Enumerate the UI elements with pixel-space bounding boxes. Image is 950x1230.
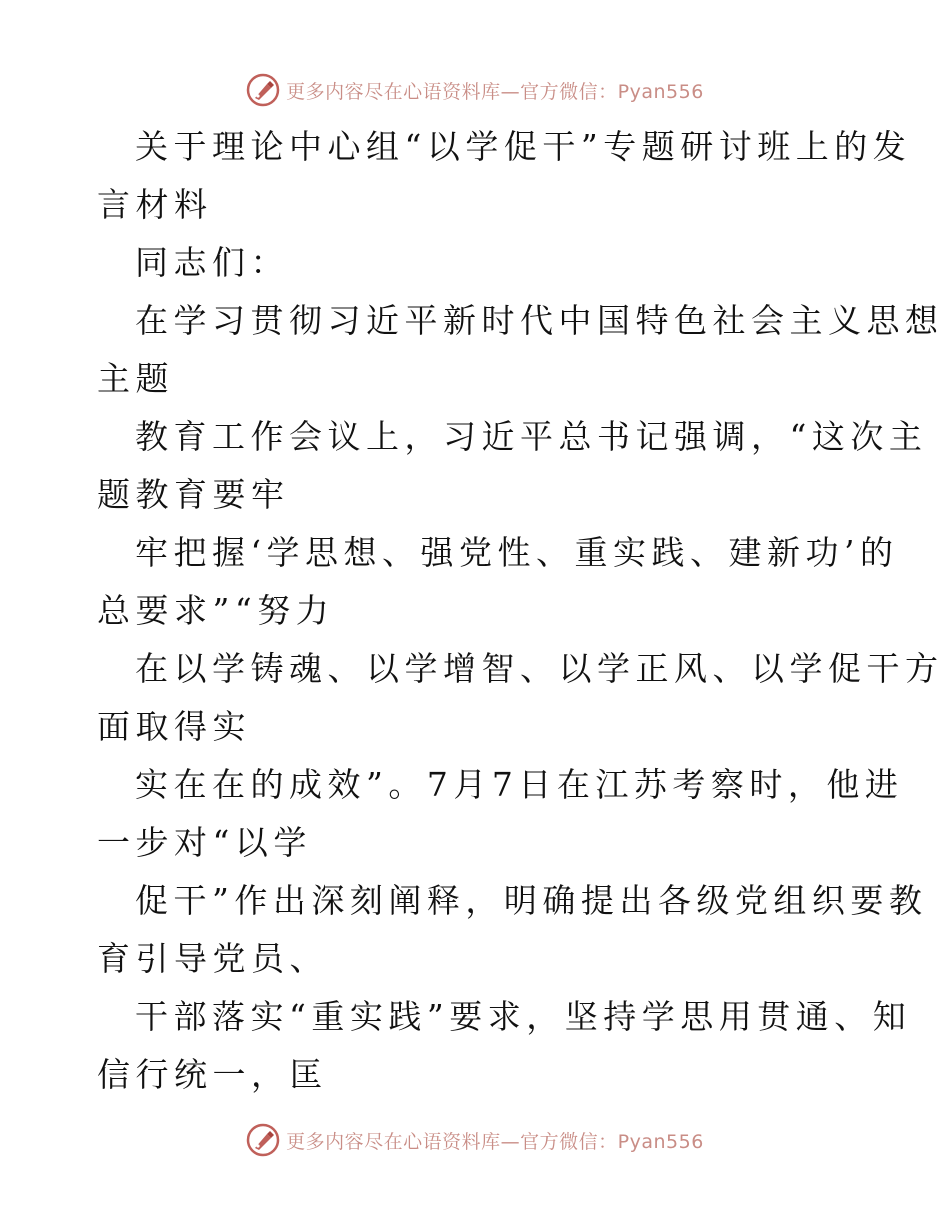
text-line: 在以学铸魂、以学增智、以学正风、以学促干方: [135, 649, 944, 688]
pen-nib-logo-icon: [246, 73, 280, 107]
text-line: 促干”作出深刻阐释，明确提出各级党组织要教: [135, 881, 928, 920]
text-line: 言材料: [97, 185, 213, 224]
text-line: 牢把握‘学思想、强党性、重实践、建新功’的: [135, 533, 899, 572]
text-line: 育引导党员、: [97, 939, 328, 978]
footer-watermark: [0, 1120, 950, 1160]
text-line: 面取得实: [97, 707, 251, 746]
text-line: 信行统一，匡: [97, 1055, 328, 1094]
text-line: 一步对“以学: [97, 823, 312, 862]
text-line: 在学习贯彻习近平新时代中国特色社会主义思想: [135, 301, 944, 340]
watermark-text: 更多内容尽在心语资料库—官方微信：Pyan556: [286, 1130, 704, 1153]
text-line: 总要求”“努力: [97, 591, 335, 630]
text-line: 主题: [97, 359, 174, 398]
pen-nib-logo-icon: [246, 1123, 280, 1157]
text-line: 关于理论中心组“以学促干”专题研讨班上的发: [135, 127, 912, 166]
watermark-text: 更多内容尽在心语资料库—官方微信：Pyan556: [286, 80, 704, 103]
header-watermark: [0, 70, 950, 110]
document-body: [97, 118, 944, 1104]
text-line: 实在在的成效”。7月7日在江苏考察时，他进: [135, 765, 904, 804]
text-line: 题教育要牢: [97, 475, 290, 514]
text-line: 教育工作会议上，习近平总书记强调，“这次主: [135, 417, 928, 456]
text-line: 干部落实“重实践”要求，坚持学思用贯通、知: [135, 997, 912, 1036]
text-line: 同志们：: [135, 243, 289, 282]
